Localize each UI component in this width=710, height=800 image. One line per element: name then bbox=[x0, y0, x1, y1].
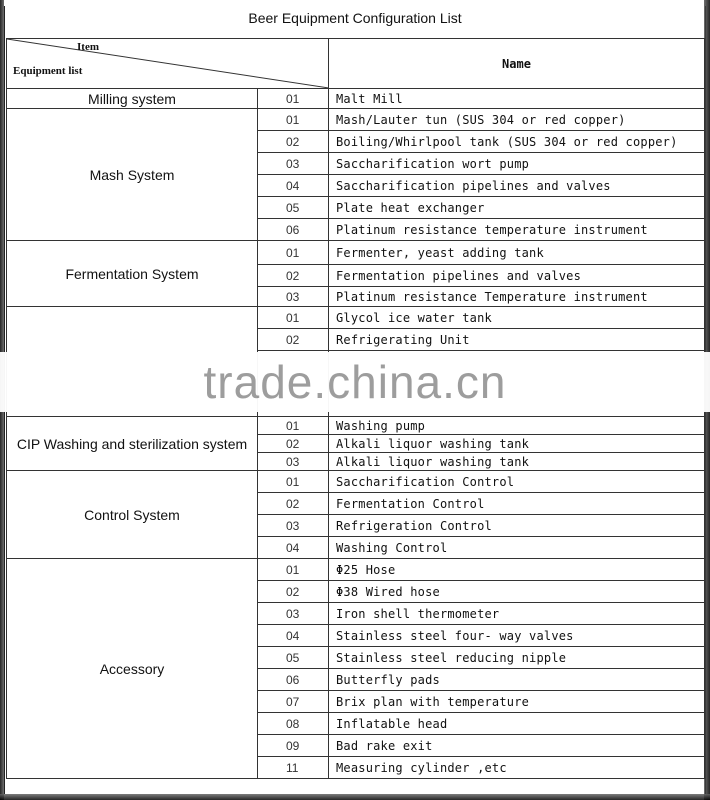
item-name-cell: Washing pump bbox=[329, 417, 705, 435]
item-number-cell: 03 bbox=[258, 603, 329, 625]
item-name-cell: Platinum resistance Temperature instrument bbox=[329, 287, 705, 307]
item-name-cell: Boiling/Whirlpool tank (SUS 304 or red copper) bbox=[329, 131, 705, 153]
table-row bbox=[7, 89, 705, 109]
document-title: Beer Equipment Configuration List bbox=[248, 10, 462, 26]
item-name-cell: Inflatable head bbox=[329, 713, 705, 735]
item-number-cell: 02 bbox=[258, 435, 329, 453]
item-number-cell: 01 bbox=[258, 241, 329, 265]
item-name-cell: Butterfly pads bbox=[329, 669, 705, 691]
item-number-cell: 03 bbox=[258, 153, 329, 175]
item-name-cell: Saccharification Control bbox=[329, 471, 705, 493]
item-number-cell: 06 bbox=[258, 669, 329, 691]
item-number-cell: 04 bbox=[258, 175, 329, 197]
item-name-cell: Mash/Lauter tun (SUS 304 or red copper) bbox=[329, 109, 705, 131]
item-number-cell: 11 bbox=[258, 757, 329, 779]
item-name-cell: Refrigeration Control bbox=[329, 515, 705, 537]
item-name-cell: Stainless steel reducing nipple bbox=[329, 647, 705, 669]
diagonal-divider bbox=[7, 39, 329, 88]
bottom-edge-shadow bbox=[0, 794, 710, 800]
item-header-label: Item bbox=[77, 41, 99, 53]
item-name-cell: Saccharification wort pump bbox=[329, 153, 705, 175]
table-row bbox=[7, 109, 705, 131]
item-number-cell: 01 bbox=[258, 559, 329, 581]
item-number-cell: 02 bbox=[258, 265, 329, 287]
group-name-cell: Fermentation System bbox=[7, 241, 258, 307]
item-name-cell: Glycol ice water tank bbox=[329, 307, 705, 329]
item-number-cell: 02 bbox=[258, 329, 329, 351]
item-number-cell: 03 bbox=[258, 287, 329, 307]
item-number-cell: 05 bbox=[258, 197, 329, 219]
item-number-cell: 04 bbox=[258, 625, 329, 647]
item-name-cell: Bad rake exit bbox=[329, 735, 705, 757]
item-number-cell: 08 bbox=[258, 713, 329, 735]
diagonal-header-cell bbox=[7, 39, 329, 89]
item-number-cell: 04 bbox=[258, 537, 329, 559]
table-header-row bbox=[7, 39, 705, 89]
item-number-cell: 02 bbox=[258, 581, 329, 603]
item-name-cell: Refrigerating Unit bbox=[329, 329, 705, 351]
watermark-text: trade.china.cn bbox=[203, 356, 507, 408]
item-number-cell: 03 bbox=[258, 515, 329, 537]
item-name-cell: Stainless steel four- way valves bbox=[329, 625, 705, 647]
item-number-cell: 05 bbox=[258, 647, 329, 669]
item-number-cell: 01 bbox=[258, 109, 329, 131]
item-number-cell: 01 bbox=[258, 471, 329, 493]
item-name-cell: Fermenter, yeast adding tank bbox=[329, 241, 705, 265]
group-name-cell: Milling system bbox=[7, 89, 258, 109]
name-header-label: Name bbox=[329, 39, 705, 89]
item-name-cell: Alkali liquor washing tank bbox=[329, 453, 705, 471]
watermark-band bbox=[0, 352, 710, 412]
item-name-cell: Fermentation pipelines and valves bbox=[329, 265, 705, 287]
item-number-cell: 01 bbox=[258, 89, 329, 109]
item-number-cell: 03 bbox=[258, 453, 329, 471]
group-name-cell: Mash System bbox=[7, 109, 258, 241]
item-name-cell: Saccharification pipelines and valves bbox=[329, 175, 705, 197]
item-name-cell: Malt Mill bbox=[329, 89, 705, 109]
group-name-cell: CIP Washing and sterilization system bbox=[7, 417, 258, 471]
item-number-cell: 09 bbox=[258, 735, 329, 757]
table-row bbox=[7, 417, 705, 435]
item-number-cell: 07 bbox=[258, 691, 329, 713]
item-name-cell: Φ25 Hose bbox=[329, 559, 705, 581]
equipment-list-header-label: Equipment list bbox=[13, 65, 83, 77]
item-name-cell: Measuring cylinder ,etc bbox=[329, 757, 705, 779]
table-row bbox=[7, 307, 705, 329]
item-name-cell: Plate heat exchanger bbox=[329, 197, 705, 219]
item-name-cell: Fermentation Control bbox=[329, 493, 705, 515]
item-name-cell: Platinum resistance temperature instrument bbox=[329, 219, 705, 241]
table-row bbox=[7, 471, 705, 493]
item-number-cell: 02 bbox=[258, 131, 329, 153]
table-row bbox=[7, 559, 705, 581]
item-number-cell: 06 bbox=[258, 219, 329, 241]
item-name-cell: Brix plan with temperature bbox=[329, 691, 705, 713]
group-name-cell: Accessory bbox=[7, 559, 258, 779]
table-row bbox=[7, 241, 705, 265]
group-name-cell: Control System bbox=[7, 471, 258, 559]
item-number-cell: 02 bbox=[258, 493, 329, 515]
item-name-cell: Washing Control bbox=[329, 537, 705, 559]
item-number-cell: 01 bbox=[258, 417, 329, 435]
item-number-cell: 01 bbox=[258, 307, 329, 329]
item-name-cell: Iron shell thermometer bbox=[329, 603, 705, 625]
item-name-cell: Alkali liquor washing tank bbox=[329, 435, 705, 453]
item-name-cell: Φ38 Wired hose bbox=[329, 581, 705, 603]
